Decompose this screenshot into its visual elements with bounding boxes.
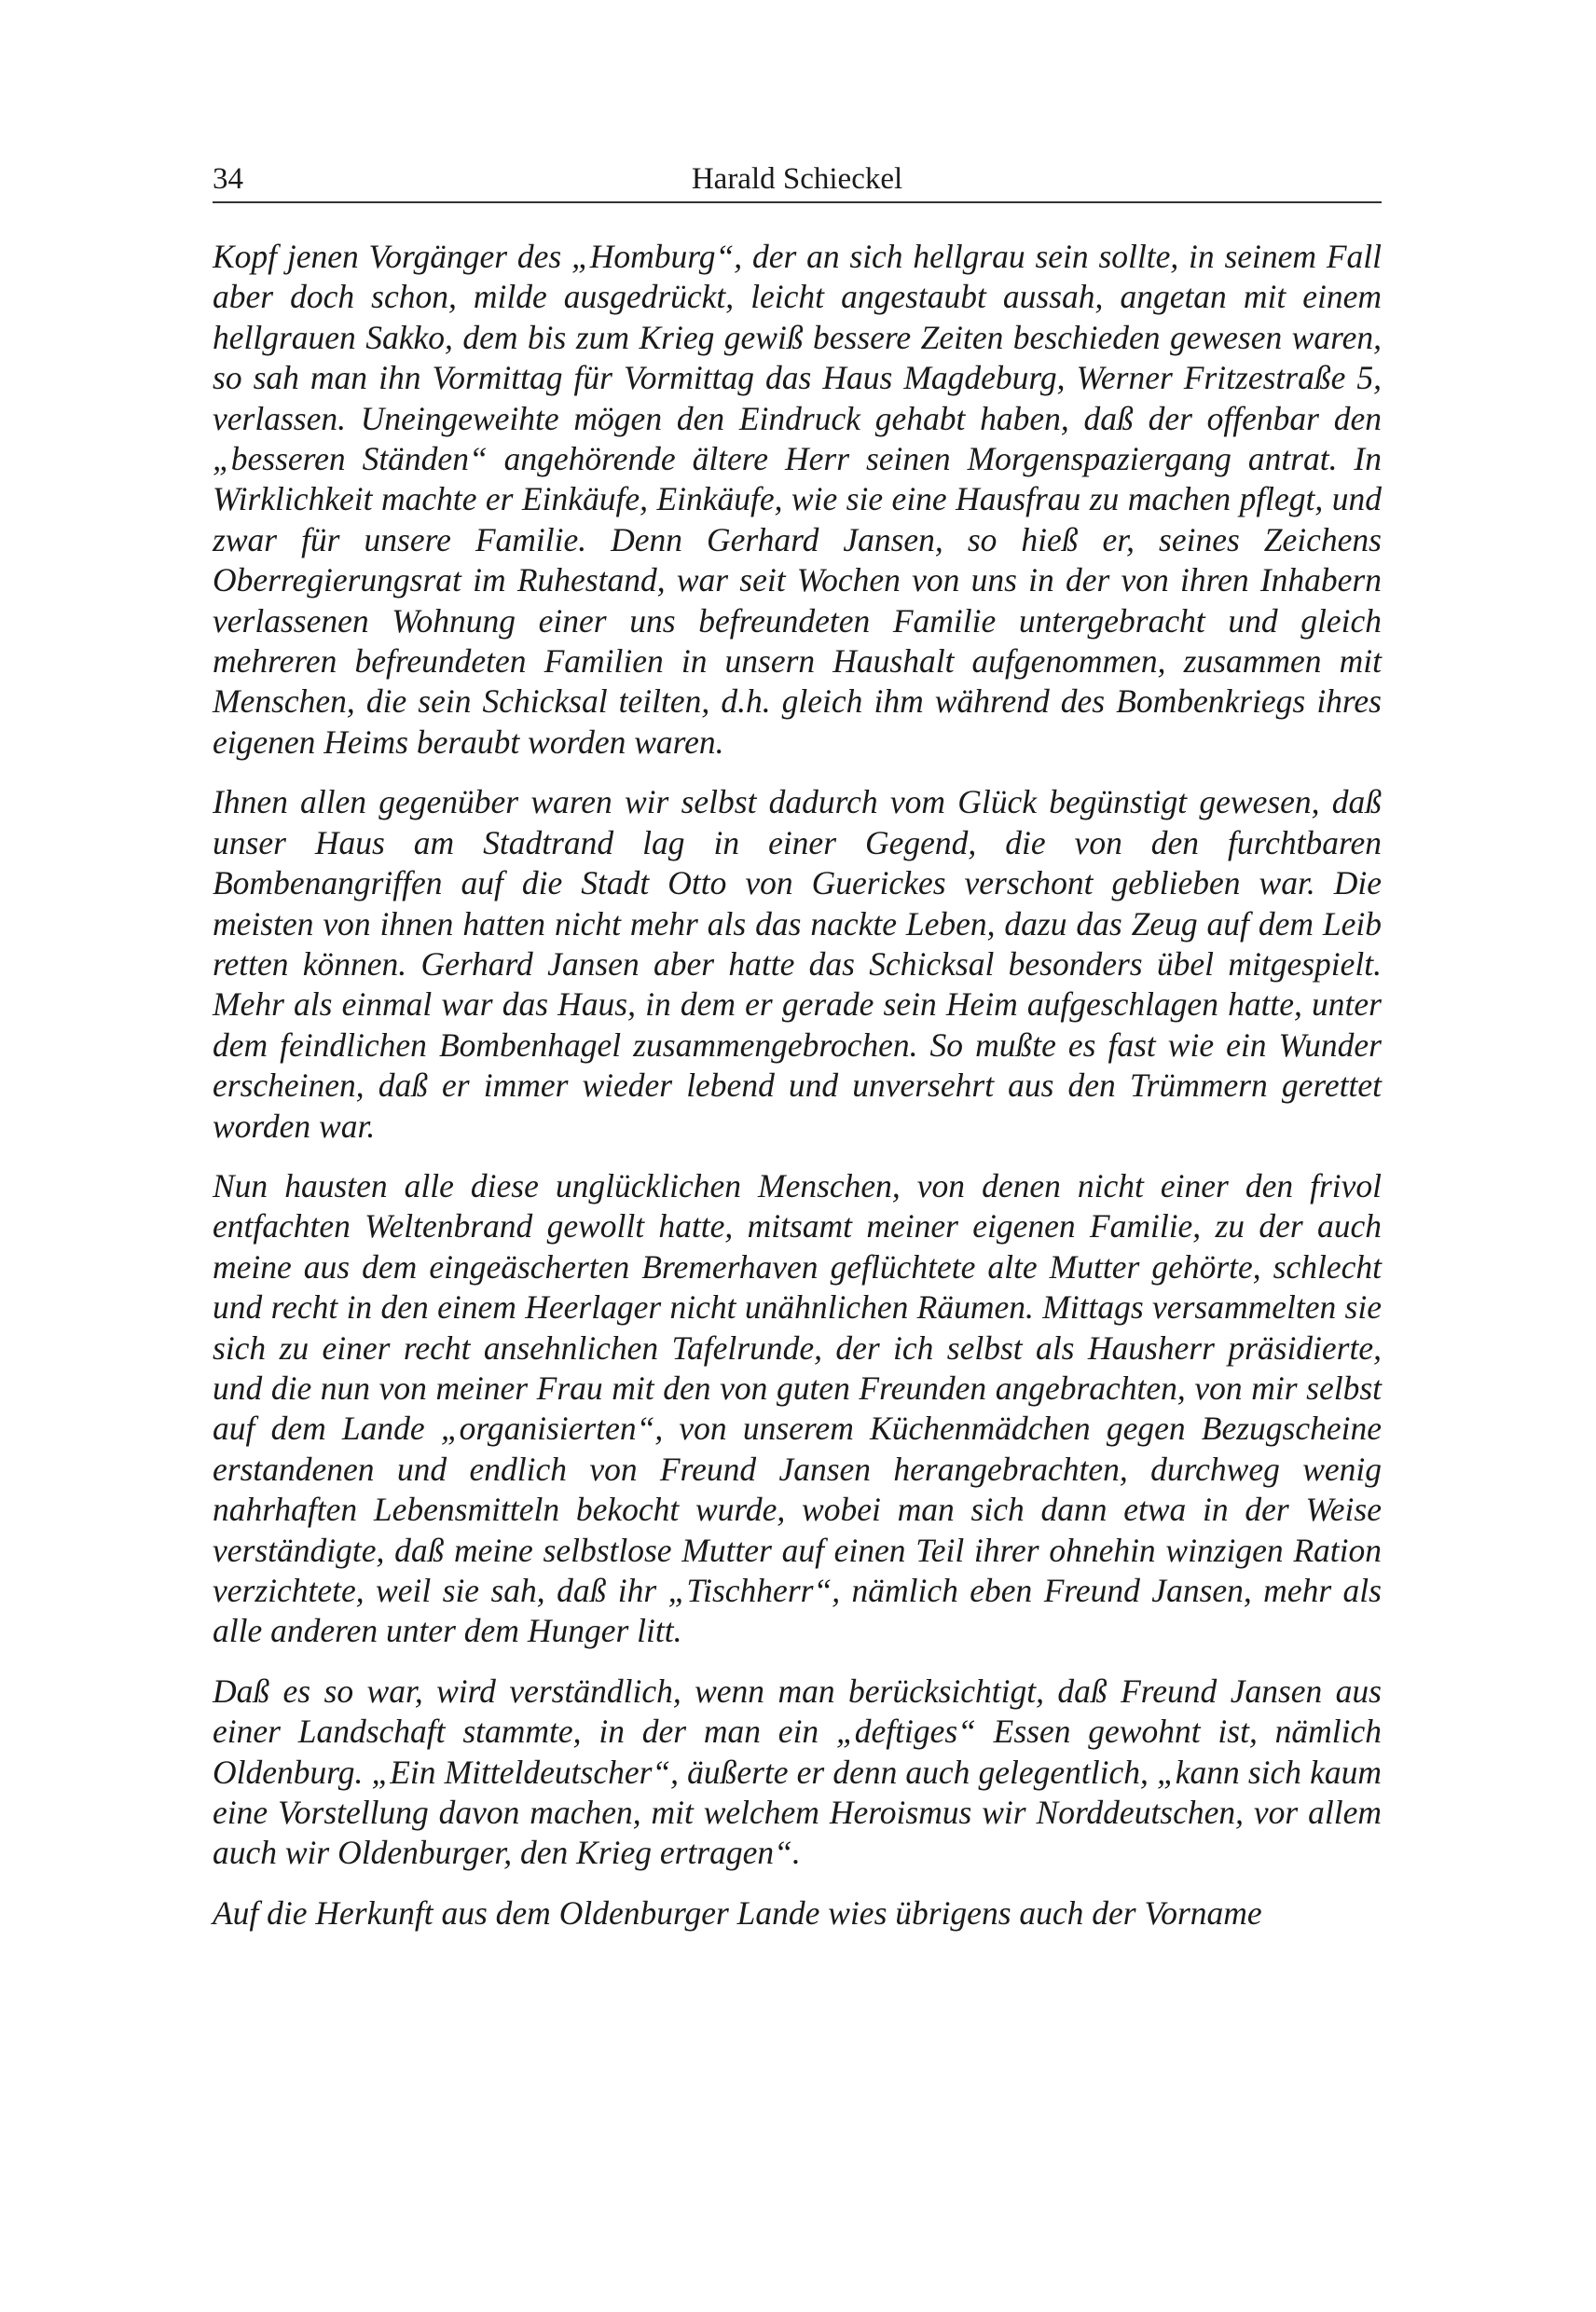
paragraph: Ihnen allen gegenüber waren wir selbst dadurch vom Glück begünstigt gewesen, daß unser Haus am Stadtrand lag in einer Gegend, die von den furchtbaren Bombenangriffen auf die Stadt Otto von Guerickes verschont geblieben war. Die meisten von ihnen hatten nicht mehr als das nackte Leben, dazu das Zeug auf dem Leib retten können. Gerhard Jansen aber hatte das Schicksal besonders übel mitgespielt. Mehr als einmal war das Haus, in dem er gerade sein Heim aufgeschlagen hatte, unter dem feindlichen Bombenhagel zusammengebrochen. So mußte es fast wie ein Wunder erscheinen, daß er immer wieder lebend und unversehrt aus den Trümmern gerettet worden war.: [213, 783, 1382, 1145]
running-header: [213, 157, 1382, 203]
paragraph: Daß es so war, wird verständlich, wenn man berücksichtigt, daß Freund Jansen aus einer Landschaft stammte, in der man ein „deftiges“ Essen gewohnt ist, nämlich Oldenburg. „Ein Mitteldeutscher“, äußerte er denn auch gelegentlich, „kann sich kaum eine Vorstellung davon machen, mit welchem Heroismus wir Norddeutschen, vor allem auch wir Oldenburger, den Krieg ertragen“.: [213, 1672, 1382, 1872]
paragraph: Nun hausten alle diese unglücklichen Menschen, von denen nicht einer den frivol entfachten Weltenbrand gewollt hatte, mitsamt meiner eigenen Familie, zu der auch meine aus dem eingeäscherten Bremerhaven geflüchtete alte Mutter gehörte, schlecht und recht in den einem Heerlager nicht unähnlichen Räumen. Mittags versammelten sie sich zu einer recht ansehnlichen Tafelrunde, der ich selbst als Hausherr präsidierte, und die nun von meiner Frau mit den von guten Freunden angebrachten, von mir selbst auf dem Lande „organisierten“, von unserem Küchenmädchen gegen Bezugscheine erstandenen und endlich von Freund Jansen herangebrachten, durchweg wenig nahrhaften Lebensmitteln bekocht wurde, wobei man sich dann etwa in der Weise verständigte, daß meine selbstlose Mutter auf einen Teil ihrer ohnehin winzigen Ration verzichtete, weil sie sah, daß ihr „Tischherr“, nämlich eben Freund Jansen, mehr als alle anderen unter dem Hunger litt.: [213, 1166, 1382, 1650]
header-author: Harald Schieckel: [691, 162, 903, 196]
paragraph: Kopf jenen Vorgänger des „Homburg“, der an sich hellgrau sein sollte, in seinem Fall aber doch schon, milde ausgedrückt, leicht angestaubt aussah, angetan mit einem hellgrauen Sakko, dem bis zum Krieg gewiß bessere Zeiten beschieden gewesen waren, so sah man ihn Vormittag für Vormittag das Haus Magdeburg, Werner Fritzestraße 5, verlassen. Uneingeweihte mögen den Eindruck gehabt haben, daß der offenbar den „besseren Ständen“ angehörende ältere Herr seinen Morgenspaziergang antrat. In Wirklichkeit machte er Einkäufe, Einkäufe, wie sie eine Hausfrau zu machen pflegt, und zwar für unsere Familie. Denn Gerhard Jansen, so hieß er, seines Zeichens Oberregierungsrat im Ruhestand, war seit Wochen von uns in der von ihren Inhabern verlassenen Wohnung einer uns befreundeten Familie untergebracht und gleich mehreren befreundeten Familien in unsern Haushalt aufgenommen, zusammen mit Menschen, die sein Schicksal teilten, d.h. gleich ihm während des Bombenkriegs ihres eigenen Heims beraubt worden waren.: [213, 238, 1382, 761]
page-number: 34: [213, 162, 243, 196]
paragraph: Auf die Herkunft aus dem Oldenburger Lande wies übrigens auch der Vorname: [213, 1893, 1262, 1932]
body-text: [213, 237, 1382, 1934]
